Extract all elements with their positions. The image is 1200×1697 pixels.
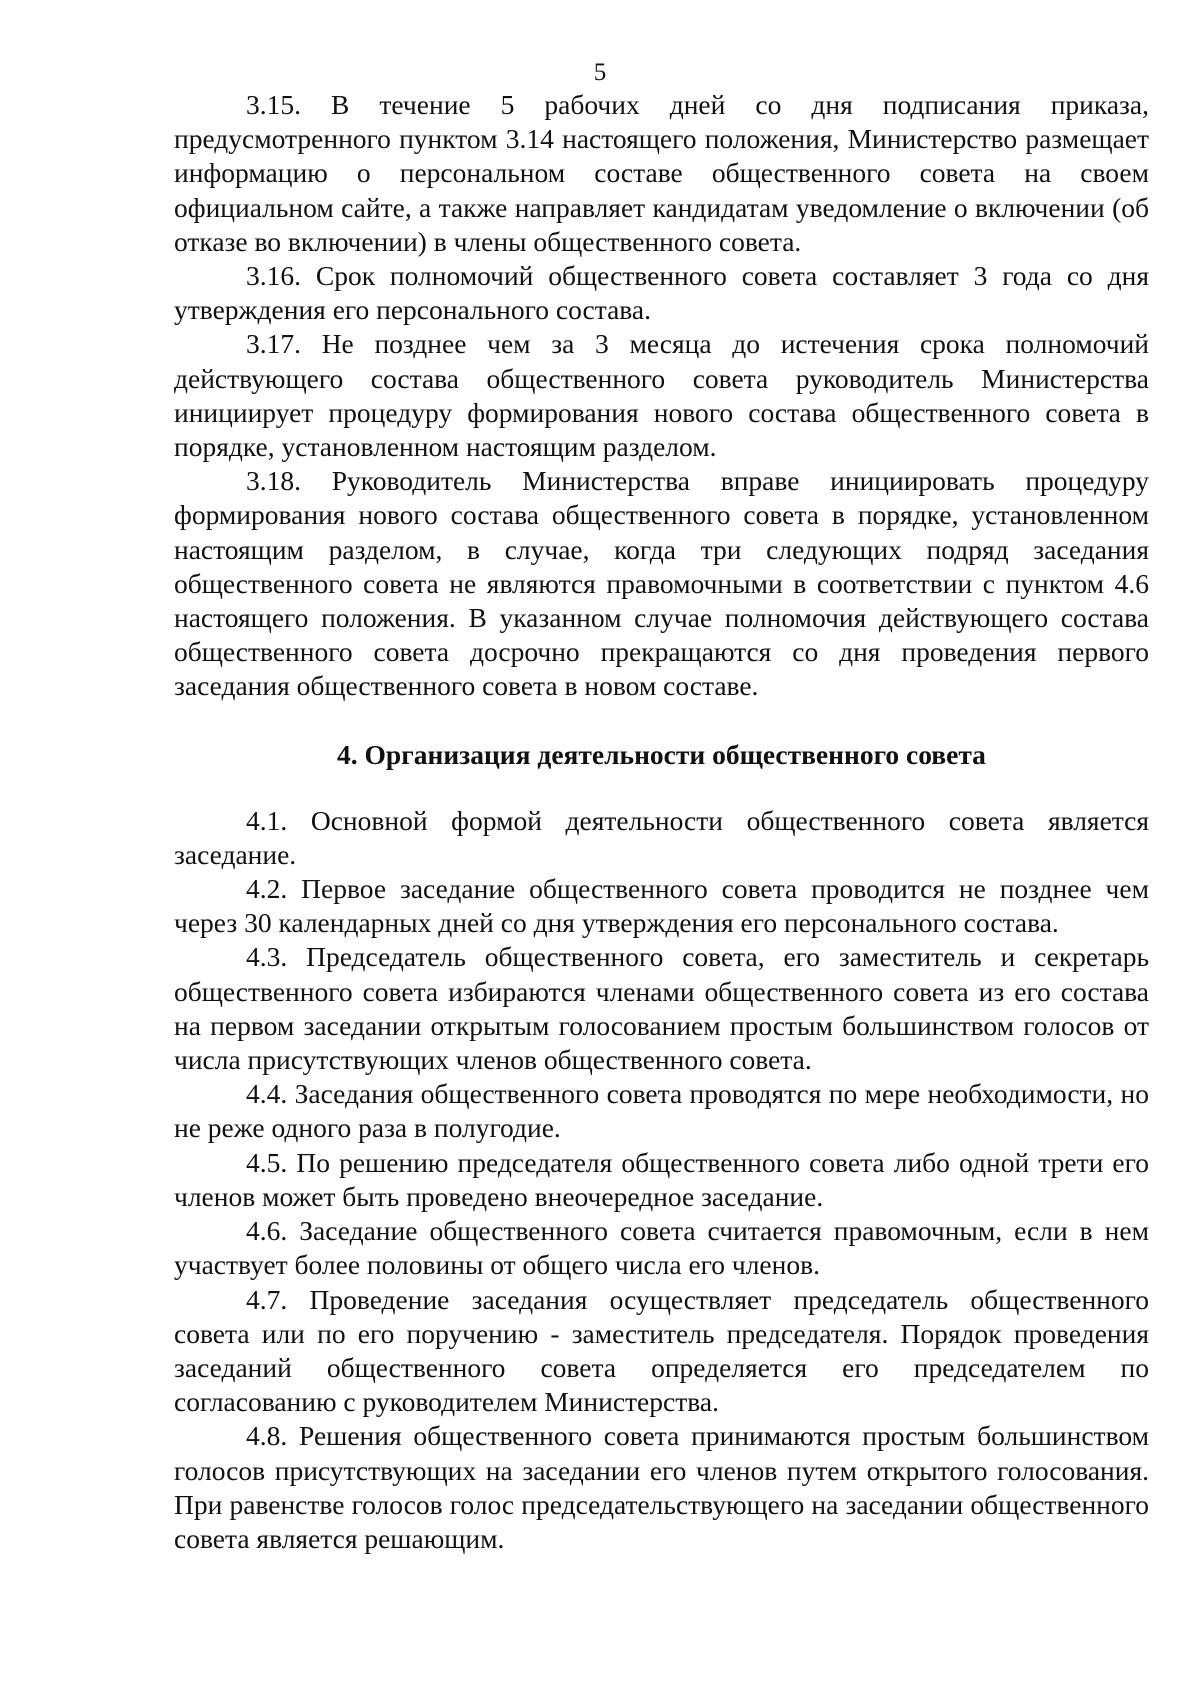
paragraph-4-4: 4.4. Заседания общественного совета проводятся по мере необходимости, но не реже одного раза в полугодие. bbox=[174, 1078, 1149, 1144]
document-body bbox=[174, 88, 1149, 1556]
page-number: 5 bbox=[593, 59, 607, 86]
paragraph-3-17: 3.17. Не позднее чем за 3 месяца до истечения срока полномочий действующего состава общественного совета руководитель Министерства инициирует процедуру формирования нового состава общественного совета в порядке, установленном настоящим разделом. bbox=[174, 328, 1149, 463]
paragraph-3-16: 3.16. Срок полномочий общественного совета составляет 3 года со дня утверждения его персонального состава. bbox=[174, 260, 1149, 326]
paragraph-4-1: 4.1. Основной формой деятельности общественного совета является заседание. bbox=[174, 804, 1149, 870]
paragraph-4-7: 4.7. Проведение заседания осуществляет председатель общественного совета или по его поручению - заместитель председателя. Порядок проведения заседаний общественного совета определяется его председателем по согласованию с руководителем Министерства. bbox=[174, 1283, 1149, 1418]
paragraph-4-2: 4.2. Первое заседание общественного совета проводится не позднее чем через 30 календарных дней со дня утверждения его персонального состава. bbox=[174, 873, 1149, 939]
spacer bbox=[174, 772, 1149, 804]
paragraph-3-18: 3.18. Руководитель Министерства вправе инициировать процедуру формирования нового состава общественного совета в порядке, установленном настоящим разделом, в случае, когда три следующих подряд заседания общественного совета не являются правомочными в соответствии с пунктом 4.6 настоящего положения. В указанном случае полномочия действующего состава общественного совета досрочно прекращаются со дня проведения первого заседания общественного совета в новом составе. bbox=[174, 465, 1149, 702]
paragraph-4-6: 4.6. Заседание общественного совета считается правомочным, если в нем участвует более половины от общего числа его членов. bbox=[174, 1215, 1149, 1281]
spacer bbox=[174, 704, 1149, 738]
paragraph-3-15: 3.15. В течение 5 рабочих дней со дня подписания приказа, предусмотренного пунктом 3.14 настоящего положения, Министерство размещает информацию о персональном составе общественного совета на своем официальном сайте, а также направляет кандидатам уведомление о включении (об отказе во включении) в члены общественного совета. bbox=[174, 89, 1149, 257]
paragraph-4-8: 4.8. Решения общественного совета принимаются простым большинством голосов присутствующих на заседании его членов путем открытого голосования. При равенстве голосов голос председательствующего на заседании общественного совета является решающим. bbox=[174, 1420, 1149, 1554]
paragraph-4-3: 4.3. Председатель общественного совета, его заместитель и секретарь общественного совета избираются членами общественного совета из его состава на первом заседании открытым голосованием простым большинством голосов от числа присутствующих членов общественного совета. bbox=[174, 941, 1149, 1076]
paragraph-4-5: 4.5. По решению председателя общественного совета либо одной трети его членов может быть проведено внеочередное заседание. bbox=[174, 1146, 1149, 1212]
section-heading: 4. Организация деятельности общественного совета bbox=[337, 738, 986, 770]
